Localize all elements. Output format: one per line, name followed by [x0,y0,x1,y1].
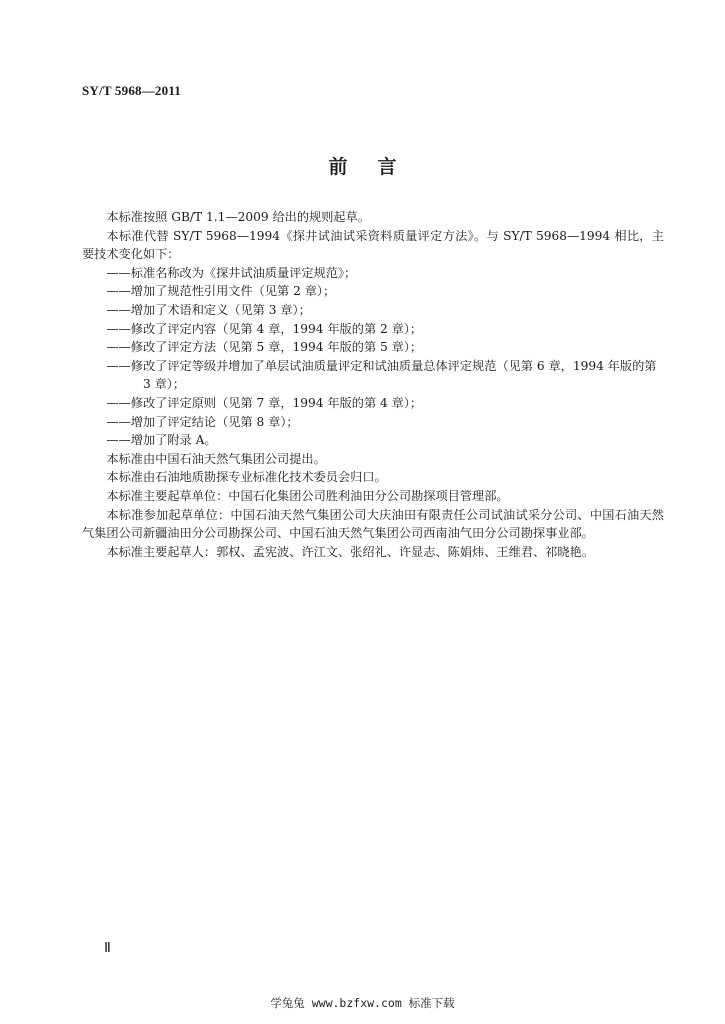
list-item: ——标准名称改为《探井试油质量评定规范》； [106,265,357,280]
page-number: Ⅱ [104,941,111,956]
list-item: ——修改了评定原则（见第 7 章，1994 年版的第 4 章）； [106,395,423,410]
paragraph-main-drafting-unit: 本标准主要起草单位：中国石化集团公司胜利油田分公司勘探项目管理部。 [106,488,509,503]
paragraph-drafters: 本标准主要起草人：郭权、孟宪波、许江文、张绍礼、许显志、陈娟炜、王维君、祁晓艳。 [106,544,594,559]
list-item: ——增加了规范性引用文件（见第 2 章）； [106,284,336,299]
list-item: ——增加了评定结论（见第 8 章）； [106,414,299,429]
footer-watermark-text: 学兔兔 www.bzfxw.com 标准下载 [270,996,455,1010]
foreword-body [82,208,664,561]
paragraph-drafting-rules: 本标准按照 GB/T 1.1—2009 给出的规则起草。 [106,210,370,224]
list-item: ——增加了术语和定义（见第 3 章）； [106,302,311,317]
list-item: ——增加了附录 A。 [106,433,217,448]
list-item: ——修改了评定方法（见第 5 章，1994 年版的第 5 章）； [106,340,423,355]
list-item: ——修改了评定内容（见第 4 章，1994 年版的第 2 章）； [106,321,423,336]
paragraph-committee: 本标准由石油地质勘探专业标准化技术委员会归口。 [106,470,387,485]
paragraph-participating-units: 本标准参加起草单位：中国石油天然气集团公司大庆油田有限责任公司试油试采分公司、中国石油天然气集团公司新疆油田分公司勘探公司、中国石油天然气集团公司西南油气田分公司勘探事业部。 [82,507,664,541]
page-title: 前言 [328,156,427,178]
paragraph-proposer: 本标准由中国石油天然气集团公司提出。 [106,451,326,466]
changes-list [82,264,664,450]
standard-code: SY/T 5968—2011 [82,83,181,98]
paragraph-replacement: 本标准代替 SY/T 5968—1994《探井试油试采资料质量评定方法》。与 SY/T 5968—1994 相比，主要技术变化如下： [82,228,664,262]
list-item: ——修改了评定等级并增加了单层试油质量评定和试油质量总体评定规范（见第 6 章，1994 年版的第 3 章）； [106,358,657,392]
